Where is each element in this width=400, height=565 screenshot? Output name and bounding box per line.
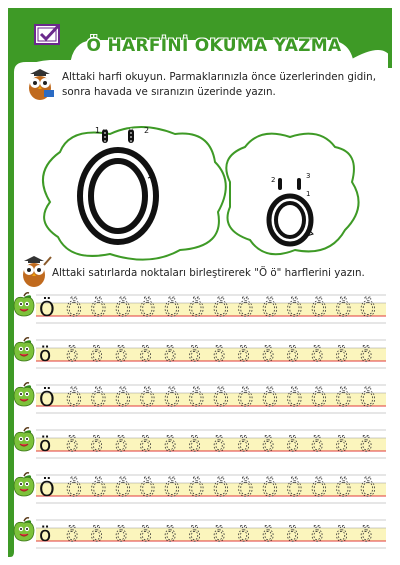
dotted-letter: Ö [360,477,376,501]
dotted-letter: Ö [237,297,254,321]
model-letter: Ö [39,297,55,321]
dotted-letter: ö [66,342,79,366]
stroke-number: 2 [271,176,276,184]
stroke-number: 2 [144,126,150,135]
dotted-letter: ö [139,342,152,366]
dotted-letter: ö [66,432,79,456]
dotted-letter: ö [360,342,373,366]
apple-3d-glasses-icon [12,382,36,408]
model-letter: Ö [39,387,55,411]
dotted-letter: Ö [90,387,107,411]
dotted-letter: ö [262,342,275,366]
dotted-letter: Ö [237,477,254,501]
writing-line [36,425,388,461]
dotted-letter: Ö [311,477,327,501]
dotted-letter: Ö [311,387,327,411]
dotted-letter: Ö [66,297,82,321]
dotted-letter: Ö [335,387,352,411]
dotted-letter: Ö [115,297,131,321]
dotted-letter: Ö [213,297,229,321]
dotted-letter: Ö [115,477,131,501]
writing-line [36,290,388,326]
dotted-letter: ö [115,432,128,456]
dotted-letter: ö [237,342,250,366]
dotted-letter: Ö [164,297,180,321]
dotted-letter: ö [286,432,299,456]
dotted-letter: Ö [139,297,156,321]
dotted-letter: Ö [286,297,303,321]
writing-band [36,483,386,496]
dotted-letter: ö [237,432,250,456]
writing-band [36,528,386,541]
dotted-letter: Ö [286,387,303,411]
dotted-letter: Ö [213,477,229,501]
dotted-letter: ö [360,522,373,546]
owl-teacher-icon [18,255,52,289]
model-letter: ö [39,432,52,456]
page-title: Ö HARFİNİ OKUMA YAZMA [86,36,342,56]
dotted-letter: Ö [115,387,131,411]
instruction-read-letter: Alttaki harfi okuyun. Parmaklarınızla önce üzerlerinden gidin, sonra havada ve sıranızın üzerinde yazın. [62,71,376,98]
dotted-letter: Ö [286,477,303,501]
stroke-number: 1 [95,126,101,135]
dotted-letter: ö [286,522,299,546]
writing-line [36,335,388,371]
apple-headphones-icon [12,472,36,498]
dotted-letter: ö [188,342,201,366]
dotted-letter: Ö [360,387,376,411]
owl-teacher-icon [24,68,58,102]
apple-glasses-icon [12,292,36,318]
practice-rows [0,290,400,560]
writing-band [36,393,386,406]
apple-sunglasses-icon [12,337,36,363]
dotted-letter: ö [262,432,275,456]
dotted-letter: Ö [90,477,107,501]
model-letter: Ö [39,477,55,501]
dotted-letter: Ö [262,297,278,321]
dotted-letter: Ö [164,477,180,501]
dotted-letter: Ö [66,387,82,411]
writing-band [36,438,386,451]
dotted-letter: Ö [188,387,205,411]
dotted-letter: ö [164,522,177,546]
writing-line [36,515,388,551]
dotted-letter: ö [90,522,103,546]
dotted-letter: Ö [262,387,278,411]
dotted-letter: ö [237,522,250,546]
dotted-letter: Ö [188,297,205,321]
dotted-letter: ö [311,432,324,456]
dotted-letter: ö [335,342,348,366]
writing-band [36,348,386,361]
dotted-letter: Ö [66,477,82,501]
writing-band [36,303,386,316]
dotted-letter: ö [335,522,348,546]
dotted-letter: Ö [262,477,278,501]
dotted-letter: ö [311,522,324,546]
dotted-letter: ö [139,432,152,456]
dotted-letter: ö [188,432,201,456]
model-letter: ö [39,522,52,546]
dotted-letter: Ö [360,297,376,321]
dotted-letter: Ö [237,387,254,411]
dotted-letter: ö [90,342,103,366]
apple-smiling-icon [12,427,36,453]
stroke-number: 3 [306,172,311,180]
dotted-letter: Ö [139,387,156,411]
dotted-letter: Ö [139,477,156,501]
instruction-connect-dots: Alttaki satırlarda noktaları birleştirerek "Ö ö" harflerini yazın. [52,267,365,279]
dotted-letter: ö [213,522,226,546]
writing-line [36,380,388,416]
dotted-letter: ö [335,432,348,456]
big-letter-trace [72,126,182,256]
dotted-letter: ö [188,522,201,546]
dotted-letter: ö [164,342,177,366]
checkmark-box-icon [34,22,62,46]
dotted-letter: ö [90,432,103,456]
dotted-letter: Ö [164,387,180,411]
dotted-letter: ö [311,342,324,366]
dotted-letter: Ö [90,297,107,321]
dotted-letter: ö [360,432,373,456]
dotted-letter: Ö [188,477,205,501]
dotted-letter: ö [213,432,226,456]
dotted-letter: Ö [335,297,352,321]
stroke-number: 1 [306,190,311,198]
writing-line [36,470,388,506]
dotted-letter: ö [164,432,177,456]
dotted-letter: ö [115,342,128,366]
dotted-letter: Ö [213,387,229,411]
dotted-letter: ö [139,522,152,546]
dotted-letter: ö [262,522,275,546]
dotted-letter: ö [66,522,79,546]
dotted-letter: ö [286,342,299,366]
dotted-letter: ö [213,342,226,366]
dotted-letter: Ö [311,297,327,321]
dotted-letter: Ö [335,477,352,501]
model-letter: ö [39,342,52,366]
dotted-letter: ö [115,522,128,546]
apple-smiling-icon [12,517,36,543]
